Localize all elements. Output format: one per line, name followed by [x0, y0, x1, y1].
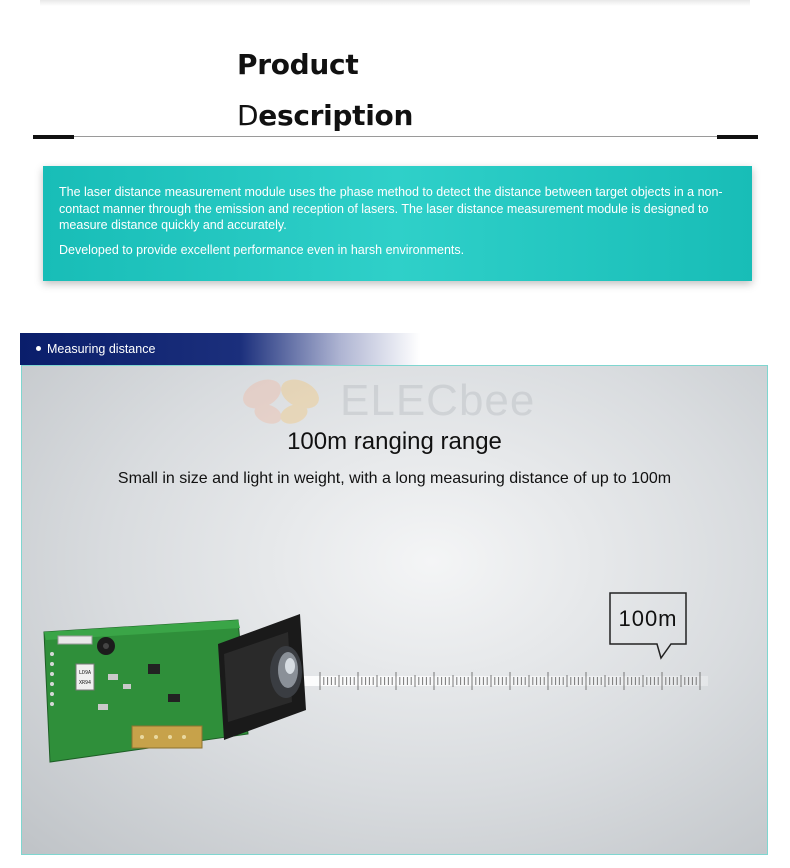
top-divider-strip: [40, 0, 750, 6]
measuring-scale-icon: [298, 668, 708, 696]
title-underline: [33, 136, 758, 137]
description-paragraph-2: Developed to provide excellent performance even in harsh environments.: [59, 242, 465, 257]
page-title-line1: Product: [237, 48, 359, 81]
section-tab-measuring-distance: [20, 333, 420, 365]
page-title-line2: [237, 99, 413, 132]
section-tab-label: Measuring distance: [47, 342, 156, 356]
callout-label: 100m: [618, 606, 678, 631]
watermark-text: ELECbee: [340, 376, 536, 425]
module-label-2: XR94: [78, 680, 92, 686]
title-underline-cap-right: [717, 135, 758, 139]
title-underline-cap-left: [33, 135, 74, 139]
module-label-1: LD9A: [78, 670, 92, 676]
panel-heading: 100m ranging range: [287, 428, 502, 455]
page-title-initial: D: [237, 99, 259, 132]
watermark: [222, 372, 582, 432]
panel-subheading: Small in size and light in weight, with a long measuring distance of up to 100m: [117, 470, 672, 487]
description-box: [43, 166, 752, 281]
description-paragraph: The laser distance measurement module uses the phase method to detect the distance between target objects in a non-contact manner through the emission and reception of lasers. The laser distance measurement module is designed to measure distance quickly and accurately.: [59, 185, 723, 232]
laser-module-image: [38, 614, 308, 764]
distance-callout: [609, 592, 687, 648]
bullet-icon: [36, 346, 41, 351]
measuring-distance-panel: [21, 365, 768, 855]
page-title-rest: escription: [258, 99, 414, 132]
butterfly-logo-icon: [222, 372, 342, 432]
